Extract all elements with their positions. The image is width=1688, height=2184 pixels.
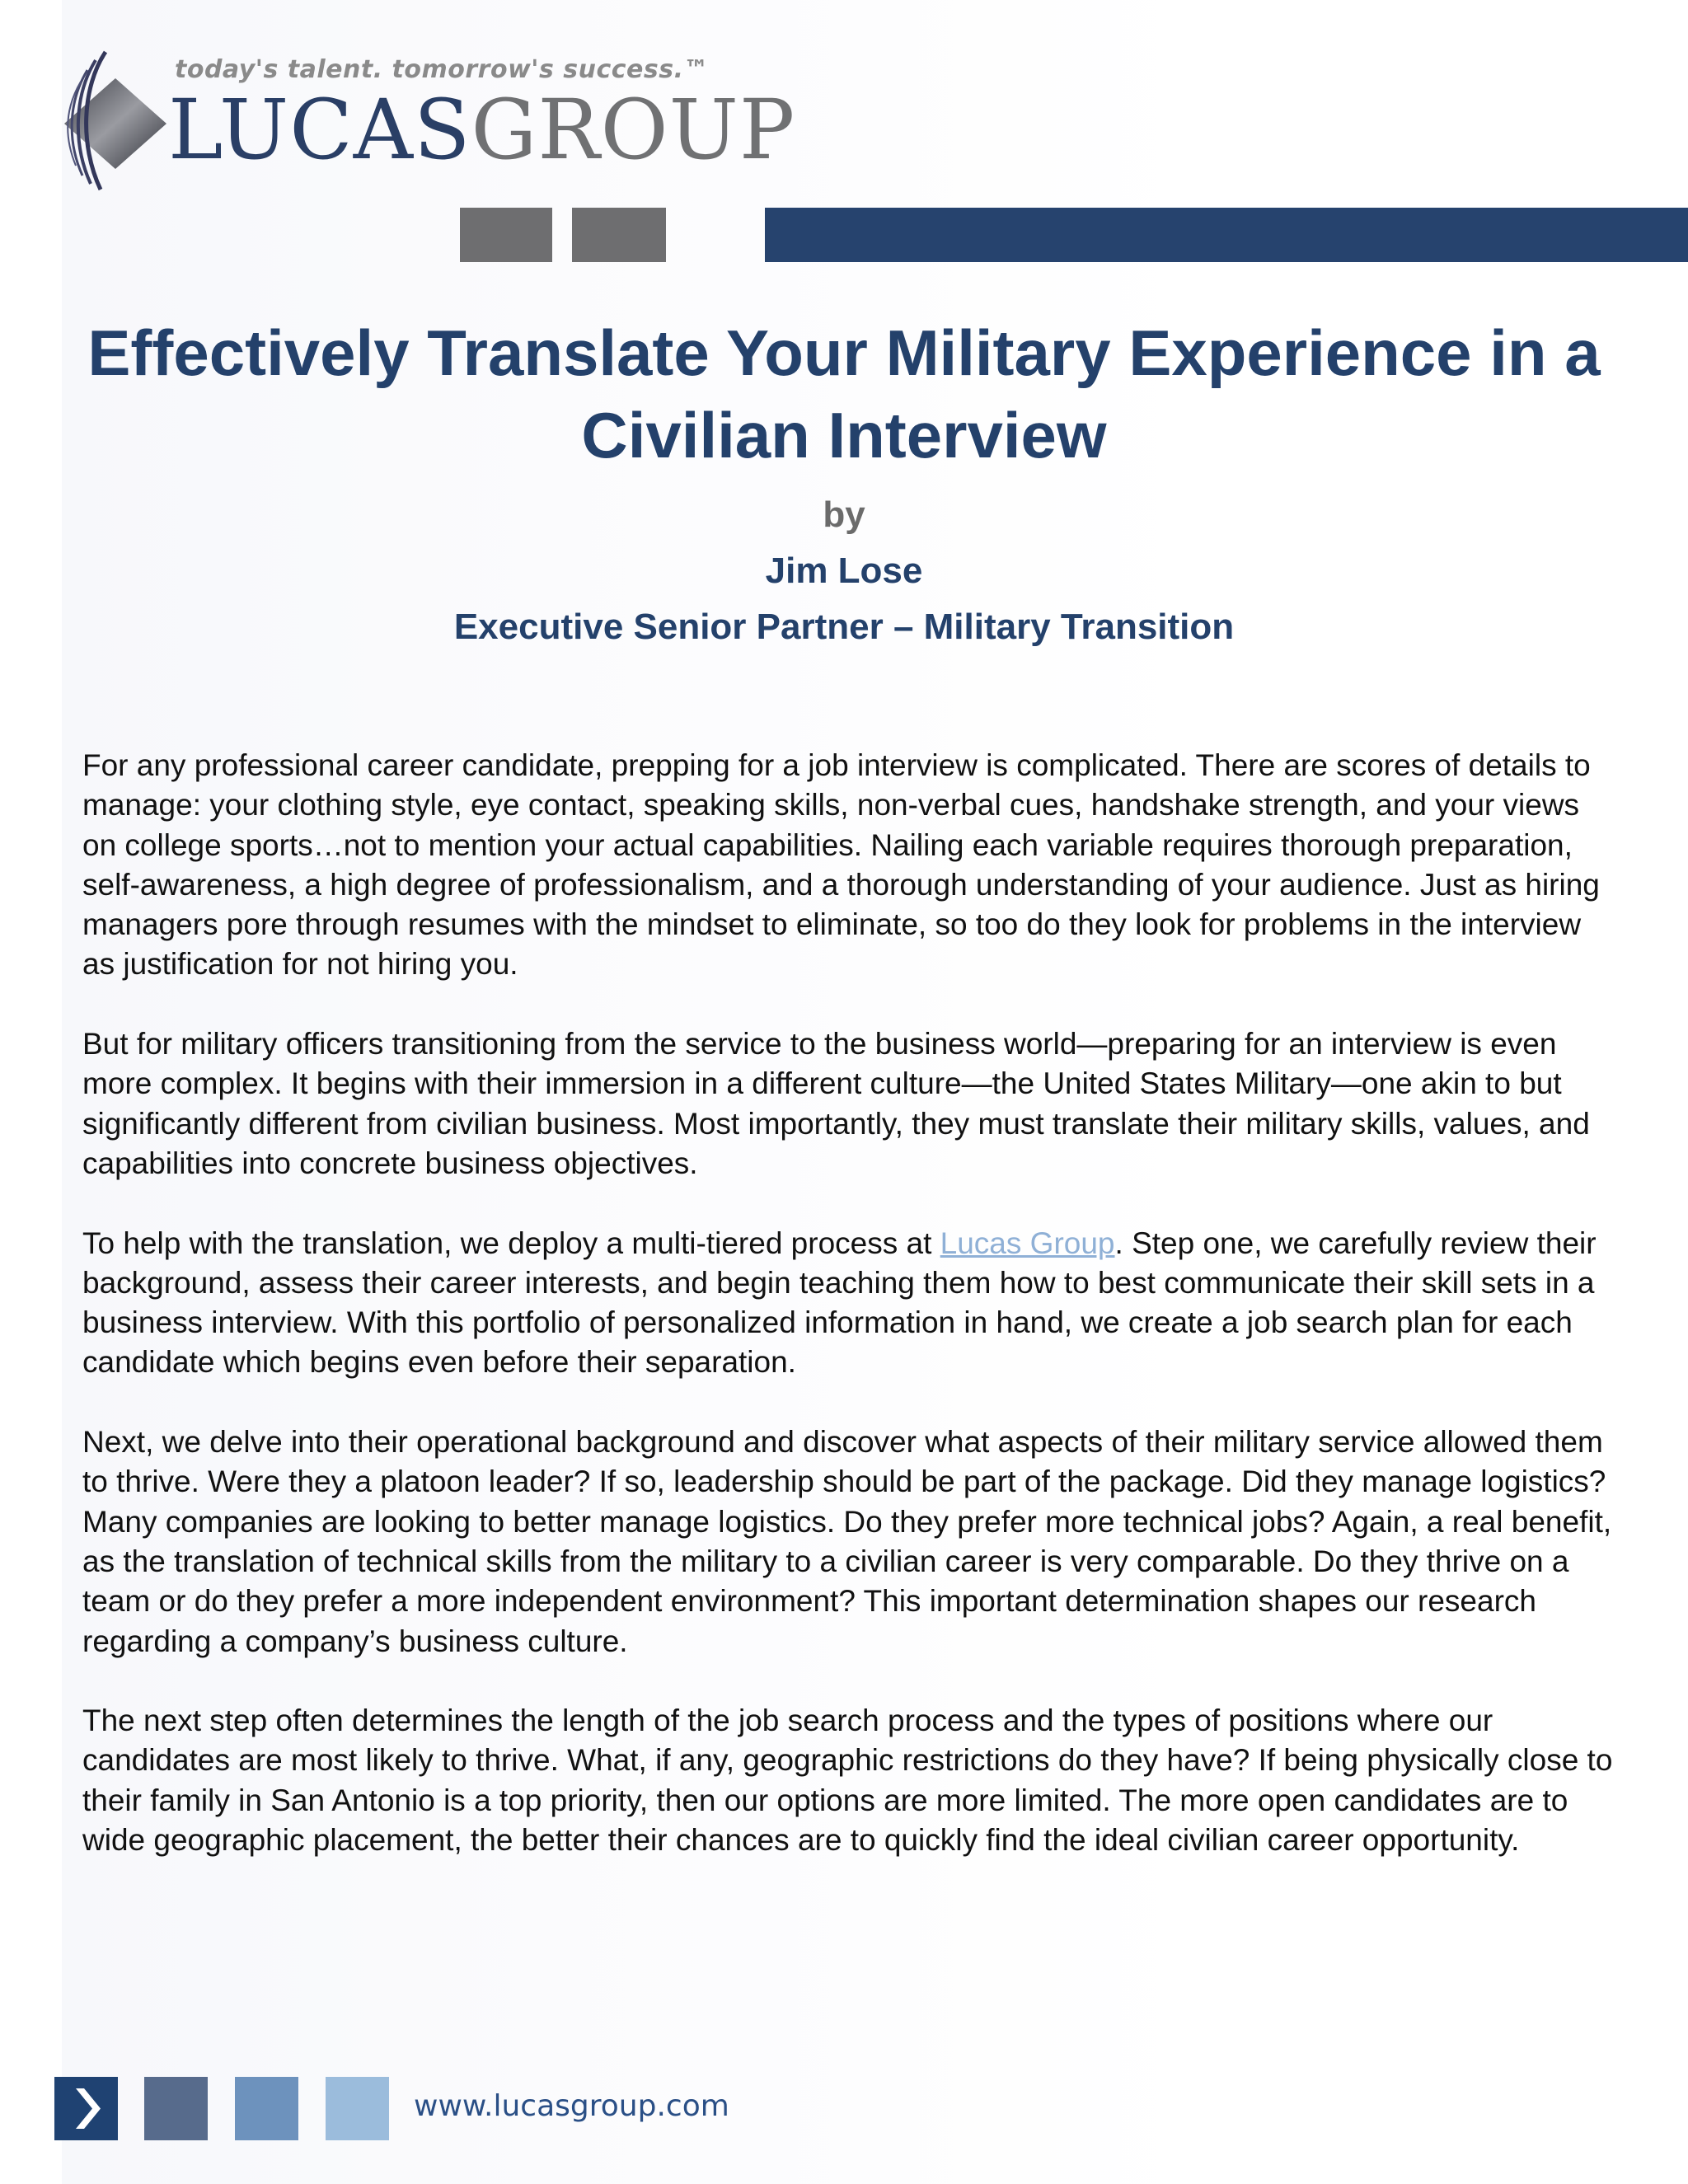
paragraph-1: For any professional career candidate, prepping for a job interview is complicated. There are scores of details to manage: your clothing style, eye contact, speaking skills, non-verbal cues, handshake strength, and your views on college sports…not to mention your actual capabilities. Nailing each variable requires thorough preparation, self-awareness, a high degree of professionalism, and a thorough understanding of your audience. Just as hiring managers pore through resumes with the mindset to eliminate, so too do they look for problems in the interview as justification for not hiring you. (82, 748, 1600, 982)
lucas-group-link[interactable]: Lucas Group (940, 1226, 1115, 1260)
paragraph-3-start: To help with the translation, we deploy a multi-tiered process at (82, 1226, 940, 1260)
author-name: Jim Lose (765, 551, 923, 591)
lucas-group-logo[interactable] (58, 45, 796, 202)
footer-square-4 (326, 2077, 389, 2140)
paragraph-3-end: . Step one, we carefully review their background, assess their career interests, and begin teaching them how to best communicate their skill sets in a business interview. With this portfolio of personalized information in hand, we create a job search plan for each candidate which begins even before their separation. (82, 1226, 1597, 1380)
brand-word-group: GROUP (471, 82, 796, 178)
header-square-2b (612, 208, 666, 262)
chevron-right-icon (54, 2077, 118, 2140)
logo-swoosh-icon (58, 45, 173, 194)
article-body (82, 746, 1615, 1900)
paragraph-4: Next, we delve into their operational background and discover what aspects of their military service allowed them to thrive. Were they a platoon leader? If so, leadership should be part of the package. Did they manage logistics? Many companies are looking to better manage logistics. Do they prefer more technical jobs? Again, a real benefit, as the translation of technical skills from the military to a civilian career is very comparable. Do they thrive on a team or do they prefer a more independent environment? This important determination shapes our research regarding a company’s business culture. (82, 1425, 1612, 1658)
byline-by: by (823, 494, 865, 535)
paragraph-5: The next step often determines the length of the job search process and the types of positions where our candidates are most likely to thrive. What, if any, geographic restrictions do they have? If being physically close to their family in San Antonio is a top priority, then our options are more limited. The more open candidates are to wide geographic placement, the better their chances are to quickly find the ideal civilian career opportunity. (82, 1704, 1613, 1858)
author-role: Executive Senior Partner – Military Transition (453, 607, 1235, 647)
footer-square-3 (235, 2077, 298, 2140)
article-title: Effectively Translate Your Military Experience in a Civilian Interview (87, 316, 1601, 471)
footer-square-2 (144, 2077, 208, 2140)
brand-word-lucas: LUCAS (168, 82, 471, 178)
footer-arrow-button[interactable] (54, 2077, 118, 2140)
brand-wordmark (168, 82, 796, 178)
tagline: today's talent. tomorrow's success.™ (175, 55, 709, 84)
footer-website-link[interactable]: www.lucasgroup.com (414, 2089, 729, 2123)
paragraph-2: But for military officers transitioning from the service to the business world—preparing for an interview is even more complex. It begins with their immersion in a different culture—the United States Military—one akin to but significantly different from civilian business. Most importantly, they must translate their military skills, values, and capabilities into concrete business objectives. (82, 1027, 1590, 1180)
header-square-1b (498, 208, 552, 262)
header-bar (765, 208, 1688, 262)
paragraph-3 (82, 1224, 1615, 1383)
